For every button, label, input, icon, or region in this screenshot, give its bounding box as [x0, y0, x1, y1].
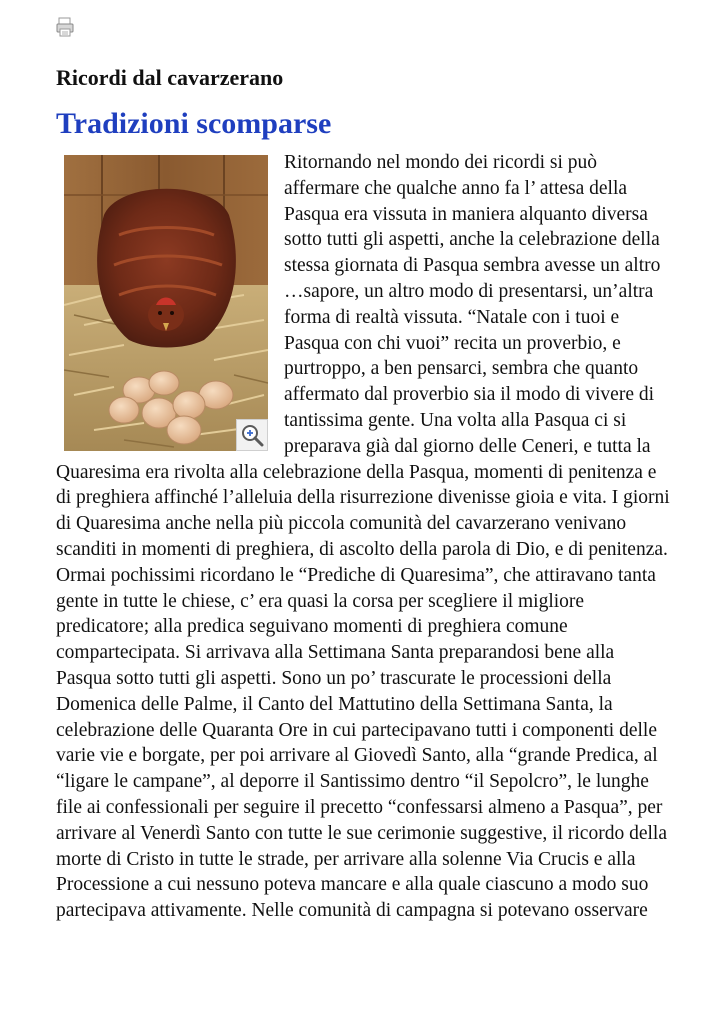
print-icon-glyph	[56, 17, 74, 37]
print-icon[interactable]	[56, 17, 74, 37]
hen-with-eggs-photo	[64, 155, 268, 451]
article-page	[56, 64, 670, 924]
magnifier-plus-icon	[237, 420, 267, 450]
section-title: Ricordi dal cavarzerano	[56, 65, 284, 90]
article-body: Ritornando nel mondo dei ricordi si può affermare che qualche anno fa l’ attesa della Pasqua era vissuta in maniera alquanto diversa sotto tutti gli aspetti, anche la celebrazione della stessa giornata di Pasqua sembra avesse un altro …sapore, un altro modo di presentarsi, un’altra forma di realtà vissuta. “Natale con i tuoi e Pasqua con chi vuoi” recita un proverbio, e purtroppo, a ben pensarci, sembra che quanto affermato dal proverbio sia il modo di vivere di tantissima gente. Una volta alla Pasqua ci si preparava già dal giorno delle Ceneri, e tutta la Quaresima era rivolta alla celebrazione della Pasqua, momenti di penitenza e di preghiera affinché l’alleluia della risurrezione divenisse gioia e vita. I giorni di Quaresima anche nella più piccola comunità del cavarzerano venivano scanditi in momenti di preghiera, di ascolto della parola di Dio, e di penitenza. Ormai pochissimi ricordano le “Prediche di Quaresima”, che attiravano tanta gente in tutte le chiese, c’ era quasi la corsa per scegliere il migliore predicatore; alla predica seguivano momenti di preghiera comune compartecipata. Si arrivava alla Settimana Santa preparandosi bene alla Pasqua sotto tutti gli aspetti. Sono un po’ trascurate le processioni della Domenica delle Palme, il Canto del Mattutino della Settimana Santa, la celebrazione delle Quaranta Ore in cui partecipavano tutti i componenti delle varie vie e borgate, per poi arrivare al Giovedì Santo, alla “grande Predica, al “ligare le campane”, al deporre il Santissimo dentro “il Sepolcro”, le lunghe file ai confessionali per seguire il precetto “confessarsi almeno a Pasqua”, per arrivare al Venerdì Santo con tutte le sue cerimonie suggestive, il ricordo della morte di Cristo in tutte le strade, per arrivare alla solenne Via Crucis e alla Processione a cui nessuno poteva mancare e alla quale ciascuno a modo suo partecipava attivamente. Nelle comunità di campagna si potevano osservare	[56, 152, 670, 922]
article-content	[56, 150, 670, 924]
article-photo	[64, 155, 268, 451]
article-title: Tradizioni scomparse	[56, 107, 332, 140]
zoom-button[interactable]	[236, 419, 268, 451]
